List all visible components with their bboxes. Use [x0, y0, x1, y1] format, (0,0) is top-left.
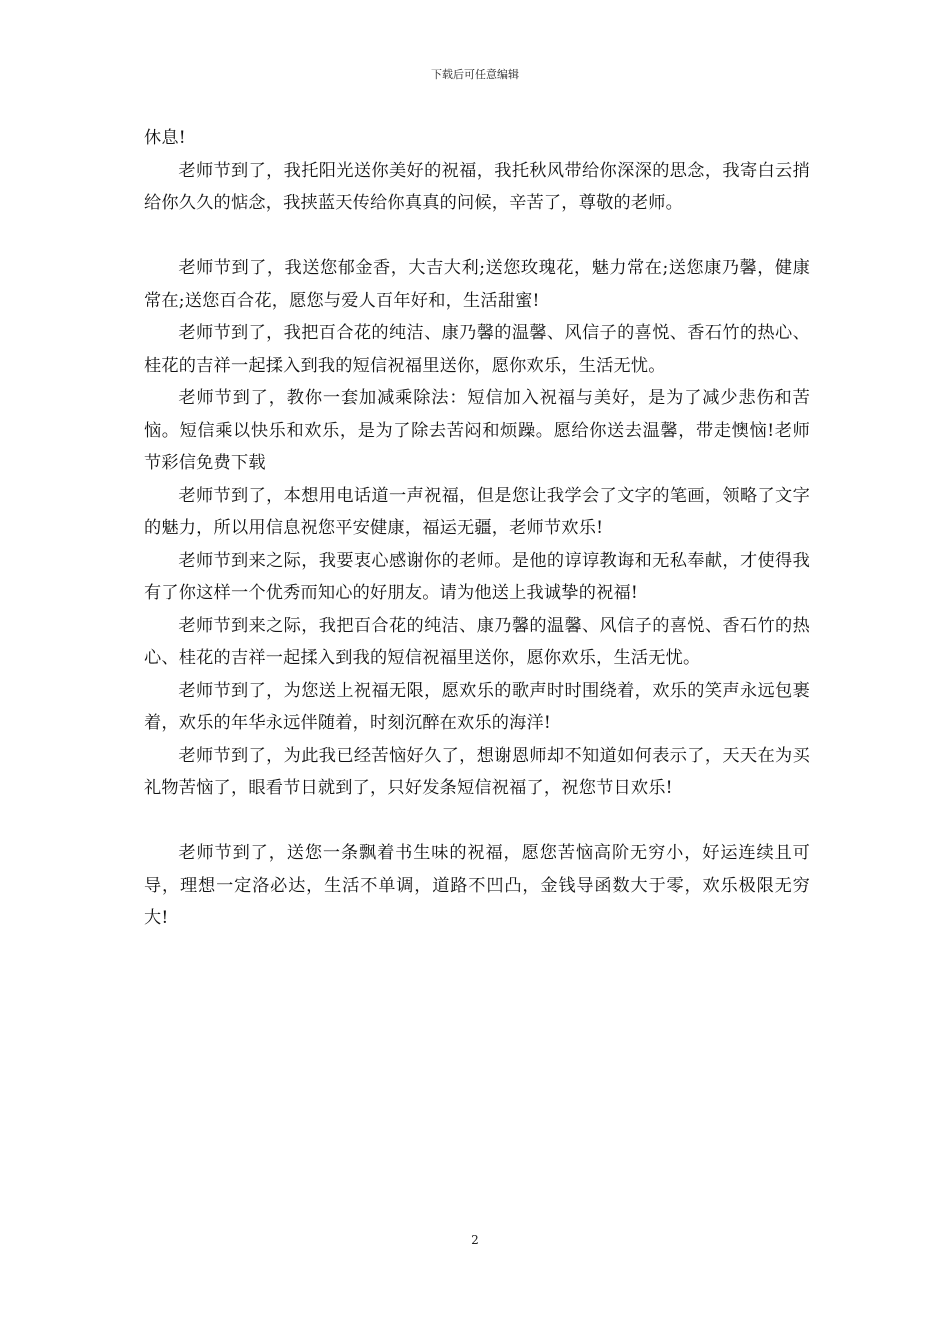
- paragraph-continuation: 休息!: [144, 128, 186, 148]
- paragraph: 老师节到了，我把百合花的纯洁、康乃馨的温馨、风信子的喜悦、香石竹的热心、桂花的吉祥一起揉入到我的短信祝福里送你，愿你欢乐，生活无忧。: [144, 323, 810, 376]
- paragraph: 老师节到了，本想用电话道一声祝福，但是您让我学会了文字的笔画，领略了文字的魅力，所以用信息祝您平安健康，福运无疆，老师节欢乐!: [144, 485, 810, 538]
- paragraph: 老师节到了，为您送上祝福无限，愿欢乐的歌声时时围绕着，欢乐的笑声永远包裹着，欢乐的年华永远伴随着，时刻沉醉在欢乐的海洋!: [144, 680, 810, 733]
- page-header: 下载后可任意编辑: [431, 68, 519, 81]
- paragraph: 老师节到来之际，我把百合花的纯洁、康乃馨的温馨、风信子的喜悦、香石竹的热心、桂花的吉祥一起揉入到我的短信祝福里送你，愿你欢乐，生活无忧。: [144, 615, 810, 668]
- paragraph: 老师节到来之际，我要衷心感谢你的老师。是他的谆谆教诲和无私奉献，才使得我有了你这样一个优秀而知心的好朋友。请为他送上我诚挚的祝福!: [144, 550, 810, 603]
- paragraph: 老师节到了，我托阳光送你美好的祝福，我托秋风带给你深深的思念，我寄白云捎给你久久的惦念，我挟蓝天传给你真真的问候，辛苦了，尊敬的老师。: [144, 160, 810, 213]
- paragraph: 老师节到了，教你一套加减乘除法：短信加入祝福与美好，是为了减少悲伤和苦恼。短信乘以快乐和欢乐，是为了除去苦闷和烦躁。愿给你送去温馨，带走懊恼!老师节彩信免费下载: [144, 388, 810, 473]
- paragraph: 老师节到了，为此我已经苦恼好久了，想谢恩师却不知道如何表示了，天天在为买礼物苦恼了，眼看节日就到了，只好发条短信祝福了，祝您节日欢乐!: [144, 745, 810, 798]
- paragraph: 老师节到了，我送您郁金香，大吉大利;送您玫瑰花，魅力常在;送您康乃馨，健康常在;送您百合花，愿您与爱人百年好和，生活甜蜜!: [144, 258, 810, 311]
- paragraph: 老师节到了，送您一条飘着书生味的祝福，愿您苦恼高阶无穷小，好运连续且可导，理想一定洛必达，生活不单调，道路不凹凸，金钱导函数大于零，欢乐极限无穷大!: [144, 843, 810, 928]
- document-body: [144, 122, 810, 935]
- page-number: 2: [471, 1233, 479, 1247]
